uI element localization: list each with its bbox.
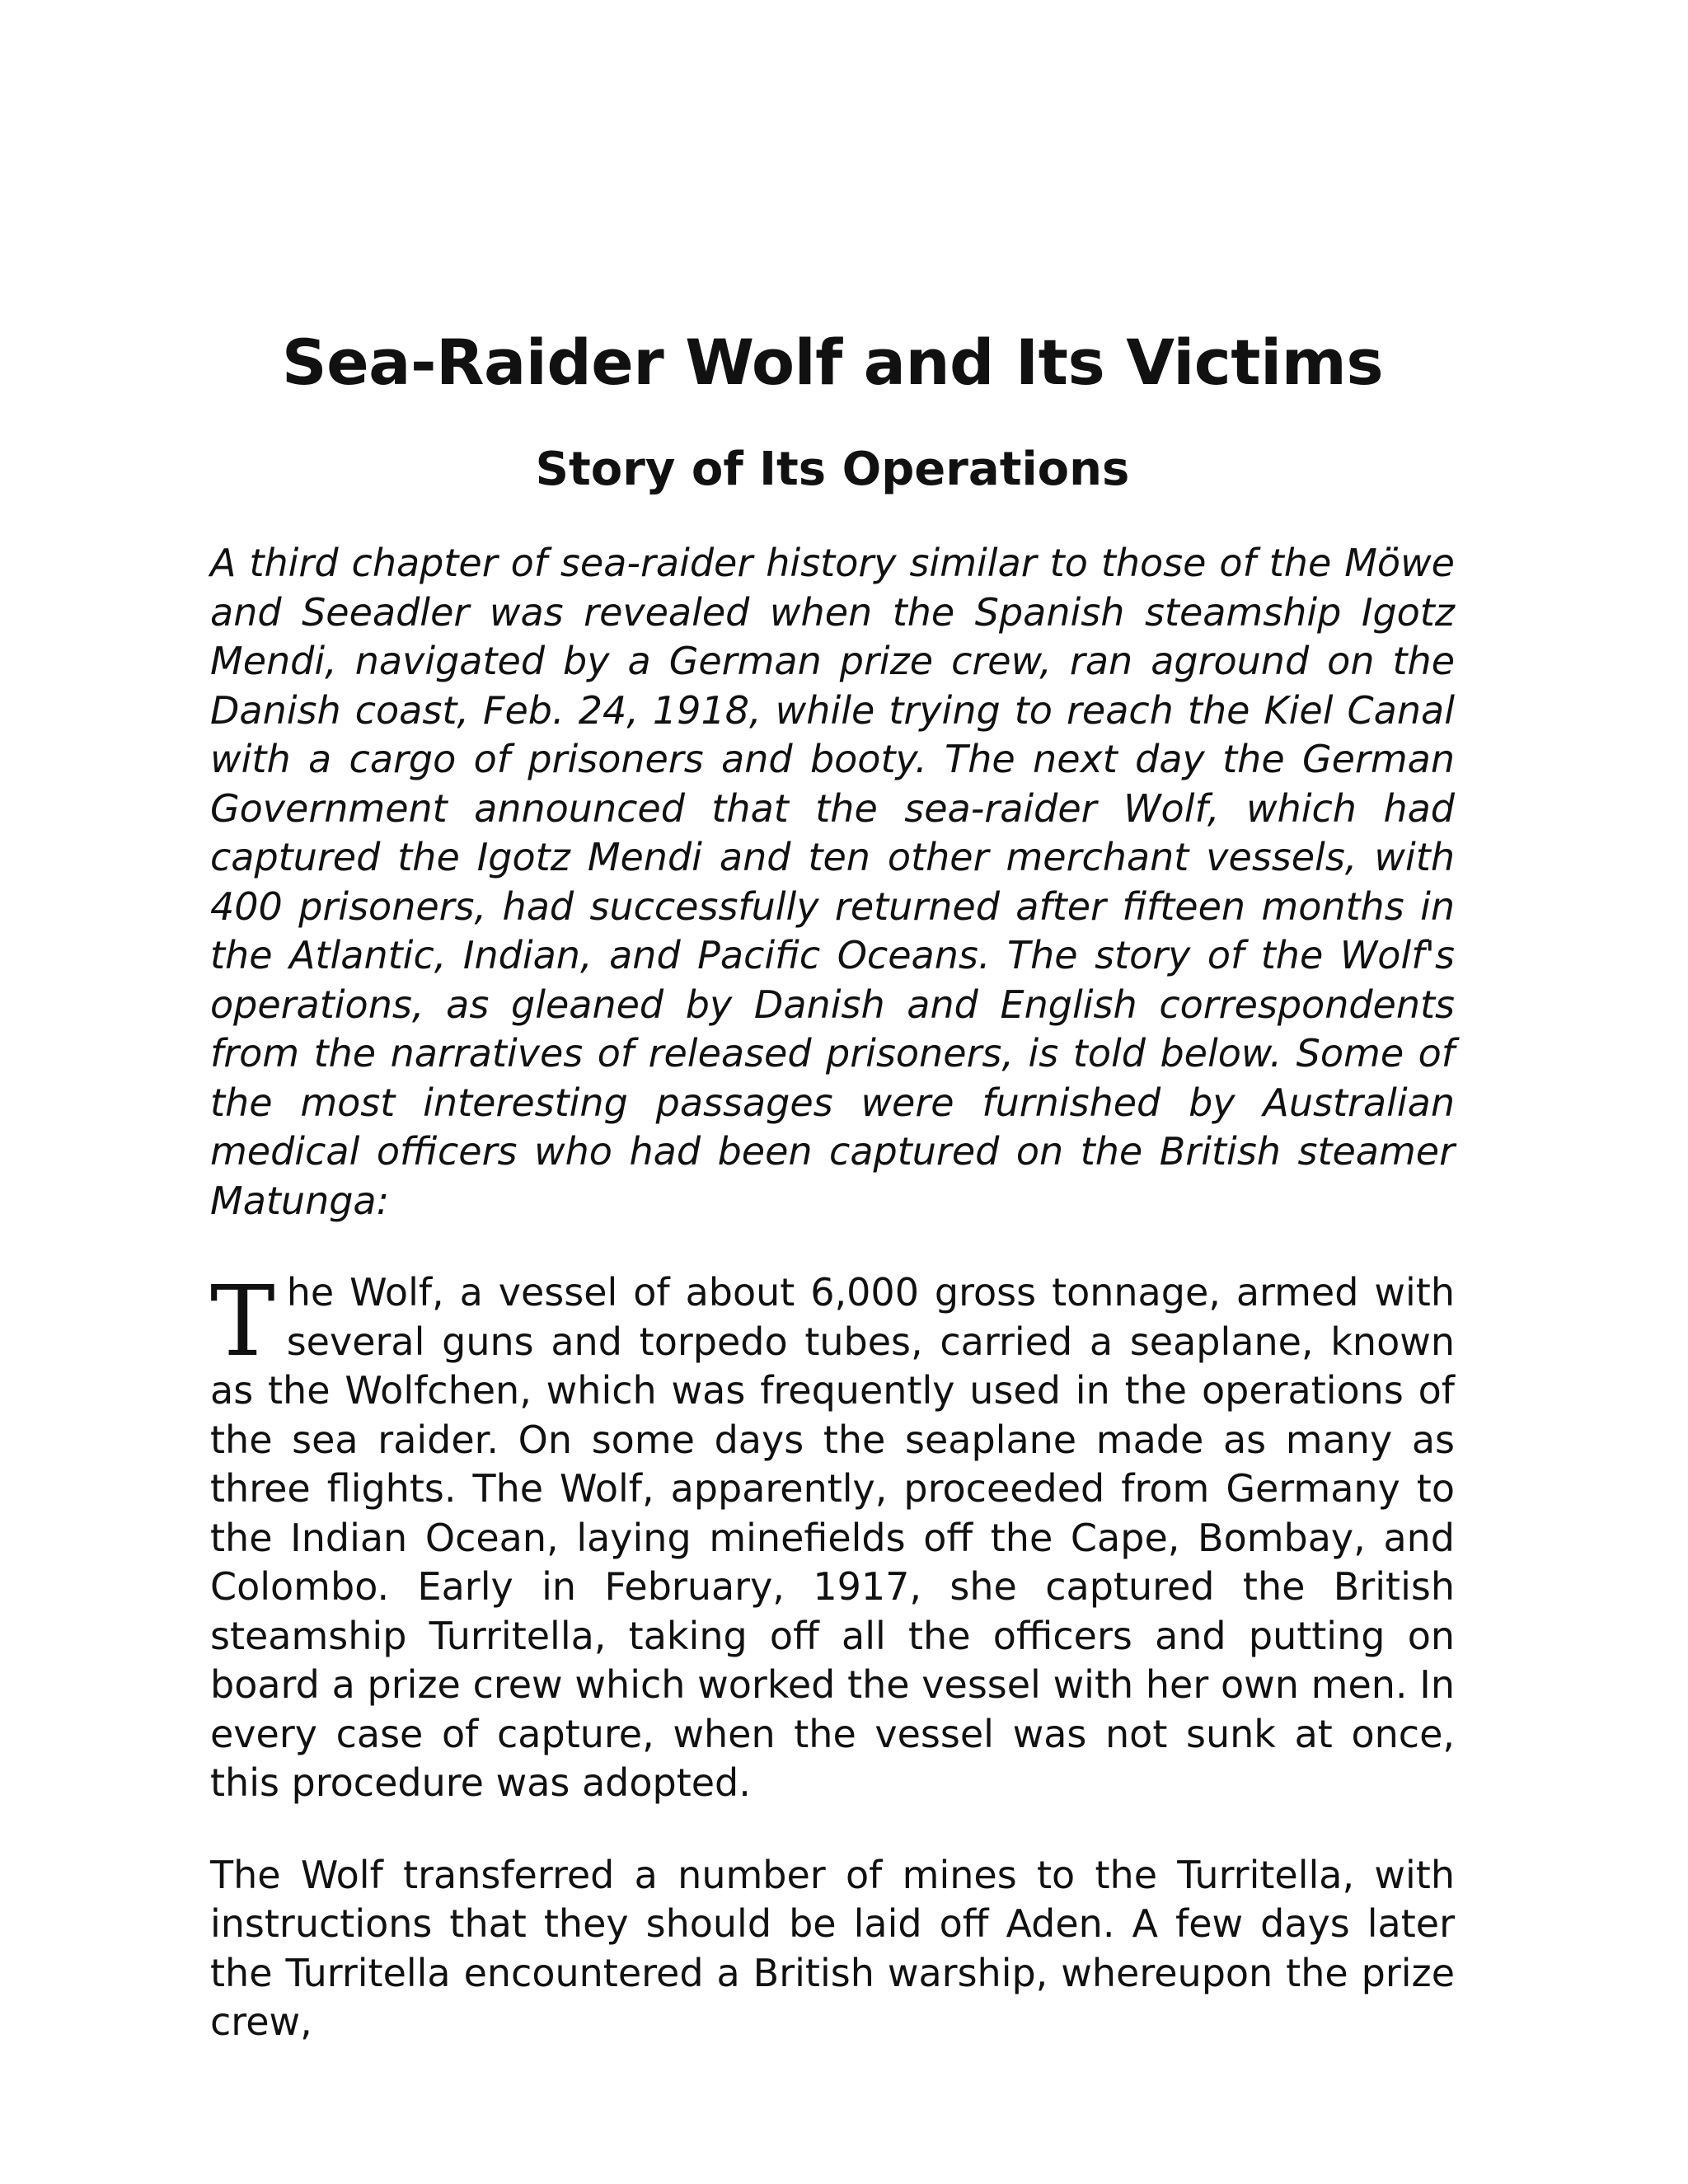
page-title: Sea-Raider Wolf and Its Victims (281, 326, 1384, 399)
document-page (210, 321, 1455, 2047)
body-paragraph-1 (210, 1264, 1455, 1808)
body-paragraph-1-text: he Wolf, a vessel of about 6,000 gross tonnage, armed with several guns and torpedo tubes, carried a seaplane, known as the Wolfchen, which was frequently used in the operations of the sea raider. On some days the seaplane made as many as three flights. The Wolf, apparently, proceeded from Germany to the Indian Ocean, laying minefields off the Cape, Bombay, and Colombo. Early in February, 1917, she captured the British steamship Turritella, taking off all the officers and putting on board a prize crew which worked the vessel with her own men. In every case of capture, when the vessel was not sunk at once, this procedure was adopted. (210, 1270, 1455, 1805)
page-subtitle: Story of Its Operations (535, 443, 1130, 496)
intro-paragraph: A third chapter of sea-raider history similar to those of the Möwe and Seeadler was revealed when the Spanish steamship Igotz Mendi, navigated by a German prize crew, ran aground on the Danish coast, Feb. 24, 1918, while trying to reach the Kiel Canal with a cargo of prisoners and booty. The next day the German Government announced that the sea-raider Wolf, which had captured the Igotz Mendi and ten other merchant vessels, with 400 prisoners, had successfully returned after fifteen months in the Atlantic, Indian, and Pacific Oceans. The story of the Wolf's operations, as gleaned by Danish and English correspondents from the narratives of released prisoners, is told below. Some of the most interesting passages were furnished by Australian medical officers who had been captured on the British steamer Matunga: (210, 541, 1455, 1223)
drop-cap: T (210, 1264, 275, 1378)
body-paragraph-2: The Wolf transferred a number of mines to the Turritella, with instructions that they should be laid off Aden. A few days later the Turritella encountered a British warship, whereupon the prize crew, (210, 1852, 1455, 2044)
